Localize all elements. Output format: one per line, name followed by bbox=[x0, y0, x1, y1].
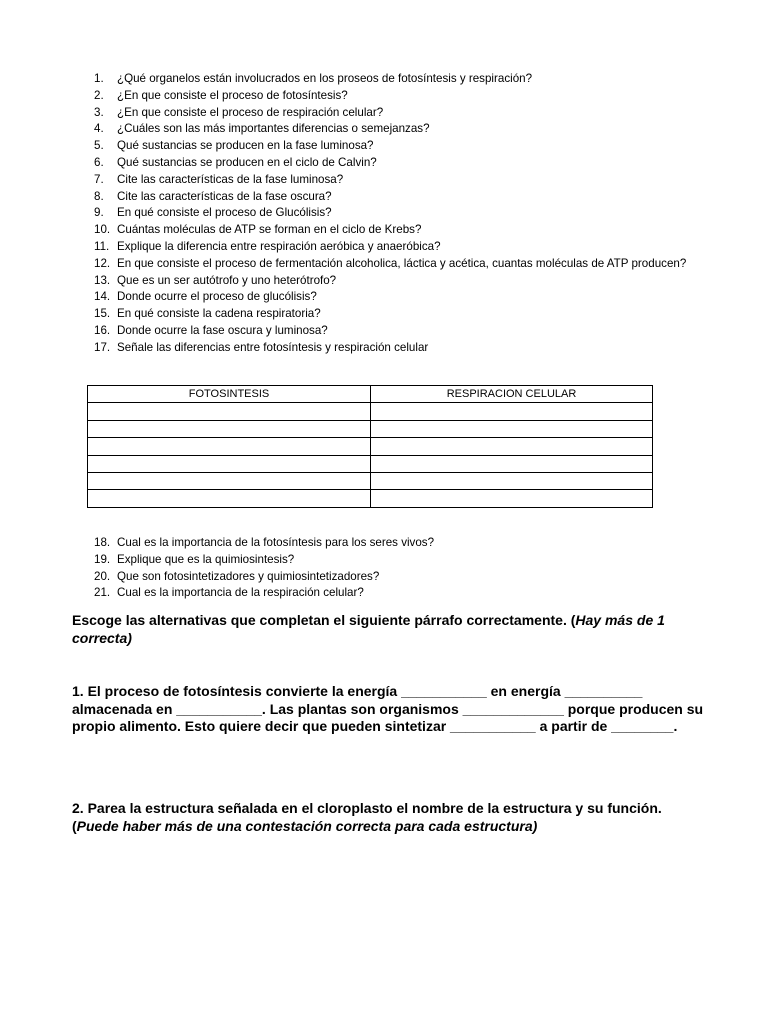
question-list-1 bbox=[94, 71, 694, 357]
question-text: Señale las diferencias entre fotosíntesis y respiración celular bbox=[117, 340, 429, 354]
question-number: 2. bbox=[94, 88, 104, 102]
table-cell[interactable] bbox=[371, 403, 653, 420]
question-number: 8. bbox=[94, 189, 104, 203]
table-row bbox=[88, 403, 653, 420]
question-number: 10. bbox=[94, 223, 111, 237]
instruction-italic: Hay más de 1 correcta) bbox=[72, 612, 665, 646]
question-number: 9. bbox=[94, 206, 104, 220]
question-item bbox=[94, 71, 694, 88]
instruction-text bbox=[72, 612, 692, 647]
question-item bbox=[94, 105, 694, 122]
question-number: 21. bbox=[94, 586, 111, 600]
question-text: Qué sustancias se producen en el ciclo de Calvin? bbox=[117, 155, 377, 169]
question-text: En qué consiste la cadena respiratoria? bbox=[117, 307, 321, 321]
question-item bbox=[94, 88, 694, 105]
exercise-2-text: 2. Parea la estructura señalada en el cloroplasto el nombre de la estructura y su función. bbox=[72, 800, 662, 816]
question-text: Explique que es la quimiosintesis? bbox=[117, 552, 295, 566]
question-text: Cuántas moléculas de ATP se forman en el ciclo de Krebs? bbox=[117, 223, 422, 237]
question-item bbox=[94, 205, 694, 222]
question-text: Cual es la importancia de la fotosíntesis para los seres vivos? bbox=[117, 536, 435, 549]
question-item bbox=[94, 273, 694, 290]
question-text: En qué consiste el proceso de Glucólisis? bbox=[117, 206, 332, 220]
table-cell[interactable] bbox=[371, 455, 653, 472]
question-number: 12. bbox=[94, 256, 111, 270]
comparison-table bbox=[87, 385, 653, 508]
question-number: 4. bbox=[94, 122, 104, 136]
question-text: Donde ocurre el proceso de glucólisis? bbox=[117, 290, 317, 304]
question-number: 19. bbox=[94, 552, 111, 566]
table-row bbox=[88, 420, 653, 437]
instruction-main: Escoge las alternativas que completan el siguiente párrafo correctamente. ( bbox=[72, 612, 576, 628]
table-cell[interactable] bbox=[88, 490, 371, 507]
exercise-2-note-open: ( bbox=[72, 817, 77, 834]
question-text: Qué sustancias se producen en la fase luminosa? bbox=[117, 139, 374, 153]
exercise-1-paragraph: 1. El proceso de fotosíntesis convierte la energía ___________ en energía __________ almacenada en ___________. Las plantas son organismos _____________ porque producen su propio alimento. Esto quiere decir que pueden sintetizar ___________ a partir de ________. bbox=[72, 683, 704, 734]
question-number: 18. bbox=[94, 536, 111, 549]
question-item bbox=[94, 585, 694, 602]
question-item bbox=[94, 323, 694, 340]
question-text: Donde ocurre la fase oscura y luminosa? bbox=[117, 323, 328, 337]
question-item bbox=[94, 306, 694, 323]
question-item bbox=[94, 138, 694, 155]
question-number: 11. bbox=[94, 239, 110, 253]
question-number: 1. bbox=[94, 72, 104, 85]
table-row bbox=[88, 438, 653, 455]
question-text: ¿Cuáles son las más importantes diferencias o semejanzas? bbox=[117, 122, 430, 136]
question-text: Explique la diferencia entre respiración aeróbica y anaeróbica? bbox=[117, 239, 441, 253]
table-header-row bbox=[88, 386, 653, 403]
question-number: 13. bbox=[94, 273, 111, 287]
question-text: Cite las características de la fase oscura? bbox=[117, 189, 332, 203]
question-number: 3. bbox=[94, 105, 104, 119]
question-item bbox=[94, 172, 694, 189]
question-text: Que son fotosintetizadores y quimiosintetizadores? bbox=[117, 569, 380, 583]
question-text: Que es un ser autótrofo y uno heterótrofo? bbox=[117, 273, 337, 287]
question-item bbox=[94, 289, 694, 306]
question-text: ¿En que consiste el proceso de respiración celular? bbox=[117, 105, 384, 119]
table-cell[interactable] bbox=[371, 438, 653, 455]
question-number: 5. bbox=[94, 139, 104, 153]
question-item bbox=[94, 340, 694, 357]
question-number: 14. bbox=[94, 290, 111, 304]
question-number: 6. bbox=[94, 155, 104, 169]
table-cell[interactable] bbox=[88, 403, 371, 420]
question-text: Cual es la importancia de la respiración celular? bbox=[117, 586, 364, 600]
question-number: 17. bbox=[94, 340, 111, 354]
question-item bbox=[94, 189, 694, 206]
question-number: 16. bbox=[94, 323, 111, 337]
table-cell[interactable] bbox=[88, 420, 371, 437]
question-number: 20. bbox=[94, 569, 111, 583]
header-fotosintesis: FOTOSINTESIS bbox=[88, 386, 371, 403]
question-text: ¿Qué organelos están involucrados en los proseos de fotosíntesis y respiración? bbox=[117, 72, 533, 85]
question-item bbox=[94, 256, 694, 273]
table-row bbox=[88, 490, 653, 507]
question-text: ¿En que consiste el proceso de fotosíntesis? bbox=[117, 88, 348, 102]
table-cell[interactable] bbox=[88, 438, 371, 455]
table-row bbox=[88, 455, 653, 472]
exercise-2-note: Puede haber más de una contestación correcta para cada estructura) bbox=[76, 817, 538, 834]
question-item bbox=[94, 121, 694, 138]
question-text: En que consiste el proceso de fermentación alcoholica, láctica y acética, cuantas moléculas de ATP producen? bbox=[117, 256, 687, 270]
question-list-2 bbox=[94, 535, 694, 602]
question-number: 15. bbox=[94, 307, 111, 321]
question-item bbox=[94, 155, 694, 172]
question-item bbox=[94, 535, 694, 552]
table-cell[interactable] bbox=[88, 455, 371, 472]
table-cell[interactable] bbox=[371, 490, 653, 507]
question-text: Cite las características de la fase luminosa? bbox=[117, 172, 344, 186]
question-number: 7. bbox=[94, 172, 104, 186]
table-cell[interactable] bbox=[88, 472, 371, 489]
exercise-2-paragraph bbox=[72, 800, 712, 835]
header-respiracion-celular: RESPIRACION CELULAR bbox=[371, 386, 653, 403]
question-item bbox=[94, 239, 694, 256]
question-item bbox=[94, 222, 694, 239]
table-row bbox=[88, 472, 653, 489]
question-item bbox=[94, 552, 694, 569]
table-cell[interactable] bbox=[371, 472, 653, 489]
table-cell[interactable] bbox=[371, 420, 653, 437]
question-item bbox=[94, 569, 694, 586]
